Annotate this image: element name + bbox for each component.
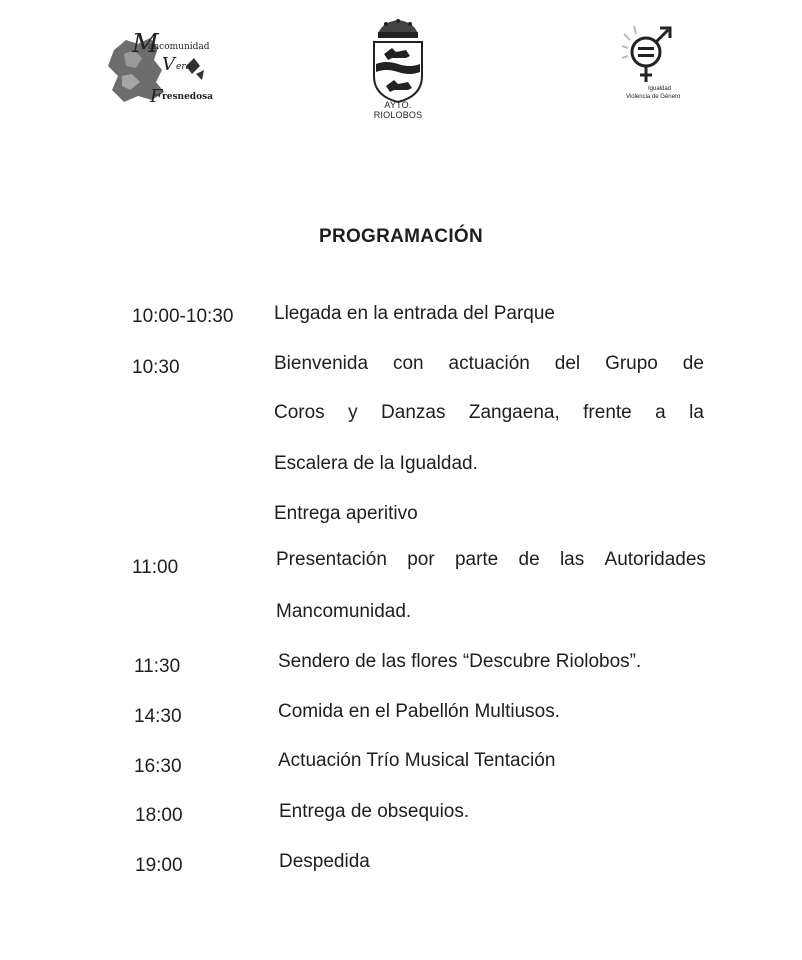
schedule-desc-line: Despedida xyxy=(279,851,370,872)
schedule-time: 10:30 xyxy=(132,357,180,378)
schedule-desc-line xyxy=(274,402,704,424)
word: a xyxy=(655,402,666,423)
word: la xyxy=(689,402,704,423)
schedule-time: 11:00 xyxy=(132,557,179,578)
schedule-time: 10:00-10:30 xyxy=(132,306,234,327)
word: de xyxy=(682,353,704,374)
mancomunidad-logo xyxy=(104,30,216,108)
word: actuación xyxy=(448,353,530,374)
ayuntamiento-caption: AYTO. RIOLOBOS xyxy=(373,100,423,120)
svg-text:M: M xyxy=(132,30,159,59)
word: del xyxy=(554,353,581,374)
word: de xyxy=(518,549,540,570)
word: con xyxy=(392,353,424,374)
word: frente xyxy=(583,402,632,423)
word: Danzas xyxy=(381,402,446,423)
schedule-desc-line xyxy=(276,549,706,571)
word: Zangaena, xyxy=(468,402,560,423)
igualdad-logo xyxy=(614,22,684,104)
logo-left-text-3: resnedosa xyxy=(162,92,213,102)
svg-text:F: F xyxy=(150,86,163,107)
schedule-desc-line: Entrega aperitivo xyxy=(274,503,418,524)
schedule-desc-line: Mancomunidad. xyxy=(276,601,412,622)
word: parte xyxy=(454,549,499,570)
word: por xyxy=(407,549,435,570)
schedule-desc-line: Comida en el Pabellón Multiusos. xyxy=(278,701,560,722)
word: Grupo xyxy=(605,353,658,374)
word: Coros xyxy=(274,402,325,423)
schedule-desc-line: Escalera de la Igualdad. xyxy=(274,453,478,474)
schedule-desc-line: Actuación Trío Musical Tentación xyxy=(278,750,556,771)
page-title: PROGRAMACIÓN xyxy=(318,226,484,247)
schedule-time: 11:30 xyxy=(134,656,181,677)
schedule-desc-line: Llegada en la entrada del Parque xyxy=(274,303,556,324)
riolobos-coat-of-arms xyxy=(362,8,434,120)
word: y xyxy=(348,402,358,423)
violencia-text: Violencia de Género xyxy=(626,94,681,100)
word: Presentación xyxy=(276,549,387,570)
word: Autoridades xyxy=(604,549,706,570)
svg-text:V: V xyxy=(162,54,175,75)
schedule-time: 16:30 xyxy=(134,756,182,777)
schedule-time: 18:00 xyxy=(135,805,183,826)
schedule-desc-line: Sendero de las flores “Descubre Riolobos”. xyxy=(278,651,642,672)
schedule-desc-line: Entrega de obsequios. xyxy=(279,801,470,822)
word: Bienvenida xyxy=(274,353,369,374)
logo-left-text-2: era xyxy=(176,62,191,72)
schedule-time: 14:30 xyxy=(134,706,182,727)
logo-left-text-1: ancomunidad xyxy=(148,42,210,52)
word: las xyxy=(559,549,585,570)
schedule-time: 19:00 xyxy=(135,855,183,876)
schedule-desc-line xyxy=(274,353,704,375)
igualdad-text: Igualdad xyxy=(648,86,672,92)
